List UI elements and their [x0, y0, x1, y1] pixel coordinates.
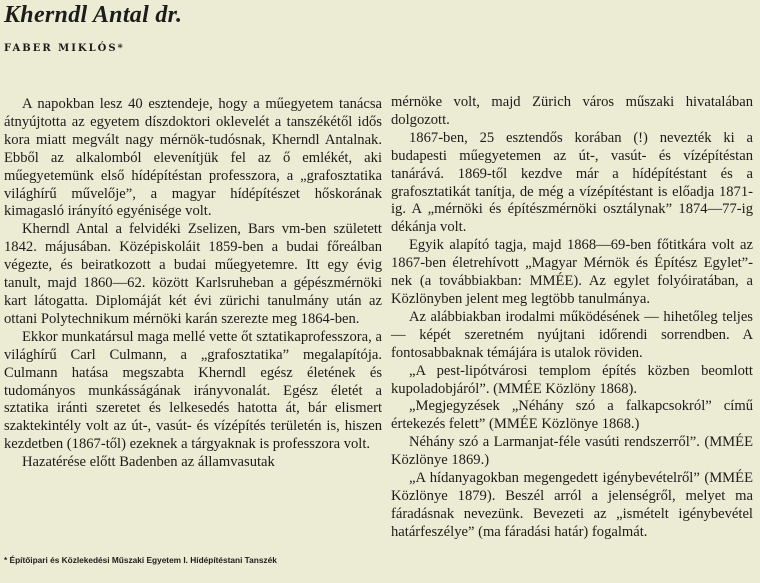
author-name: FABER MIKLÓS*: [4, 43, 125, 54]
bibliography-item: Néhány szó a Larmanjat-féle vasúti rendszerről”. (MMÉE Közlönye 1869.): [391, 434, 753, 469]
paragraph-bibliography-intro: Az alábbiakban irodalmi működésének — hihetőleg teljes — képét szeretném nyújtani időrendi sorrendben. A fontosabbaknak témájára is utalok röviden.: [391, 308, 753, 361]
bibliography-item: „Megjegyzések „Néhány szó a falkapcsokról” című értekezés felett” (MMÉE Közlönye 1868.): [391, 398, 753, 433]
bibliography-item: „A pest-lipótvárosi templom építés közben beomlott kupoladobjáról”. (MMÉE Közlöny 1868).: [391, 362, 753, 397]
bibliography-item: „A hídanyagokban megengedett igénybevételről” (MMÉE Közlönye 1879). Beszél arról a jelenségről, melyet ma fáradásnak nevezünk. Bevezeti az „ismételt igénybevétel határfeszélye” (ma fáradási határ) fogalmát.: [391, 470, 753, 540]
footnote: * Építőipari és Közlekedési Műszaki Egyetem I. Hídépítéstani Tanszék: [4, 555, 277, 565]
article-title: Kherndl Antal dr.: [4, 2, 183, 28]
paragraph-culmann: Ekkor munkatársul maga mellé vette őt sztatikaprofesszora, a világhírű Carl Culmann, a „grafosztatika” megalapítója. Culmann hatása megszabta Kherndl egész életének és tudományos munkásságának irányvonalát. Egész életét a sztatika iránti szeretet és lelkesedés hatotta át, bár elismert szaktekintély volt az út-, vasút- és vízépítés területén is, hiszen kezdetben (1867-től) ezeknek a tárgyaknak is professzora volt.: [4, 328, 382, 453]
paragraph-biography: Kherndl Antal a felvidéki Zselizen, Bars vm-ben született 1842. májusában. Középiskoláit 1859-ben a budai főreálban végezte, és beiratkozott a budai műegyetemre. Itt egy évig tanult, majd 1860—62. között Karlsruheban a gépészmérnöki kart látogatta. Diplomáját két évi zürichi tanulmány után az ottani Polytechnikum mérnöki karán szerezte meg 1864-ben.: [4, 221, 382, 327]
paragraph-appointment: 1867-ben, 25 esztendős korában (!) nevezték ki a budapesti műegyetemen az út-, vasút- és vízépítéstan tanárává. 1869-től kezdve már a hídépítéstant és a grafosztatikát tanítja, de még a vízépítéstant is előadja 1871-ig. A „mérnöki és építészmérnöki osztálynak” 1874—77-ig dékánja volt.: [391, 129, 753, 236]
paragraph-association: Egyik alapító tagja, majd 1868—69-ben főtitkára volt az 1867-ben életrehívott „Magyar Mérnök és Építész Egylet”-nek (a továbbiakban: MMÉE). Az egylet folyóiratában, a Közlönyben jelent meg legtöbb tanulmánya.: [391, 237, 753, 307]
left-column: [4, 96, 382, 472]
paragraph-continuation: mérnöke volt, majd Zürich város műszaki hivatalában dolgozott.: [391, 94, 753, 128]
right-column: [391, 94, 753, 542]
paragraph-return: Hazatérése előtt Badenben az államvasutak: [22, 454, 275, 471]
paragraph-intro: A napokban lesz 40 esztendeje, hogy a műegyetem tanácsa átnyújtotta az egyetem díszdoktori oklevelét a tanszékétől idős kora miatt megvált nagy mérnök-tudósnak, Kherndl Antalnak. Ebből az alkalomból elevenítjük fel az ő emlékét, aki műegyetemünk első hídépítéstan professzora, a „grafosztatika világhírű művelője”, a magyar hídépítészet hőskorának kimagasló irányító egyénisége volt.: [4, 96, 382, 220]
